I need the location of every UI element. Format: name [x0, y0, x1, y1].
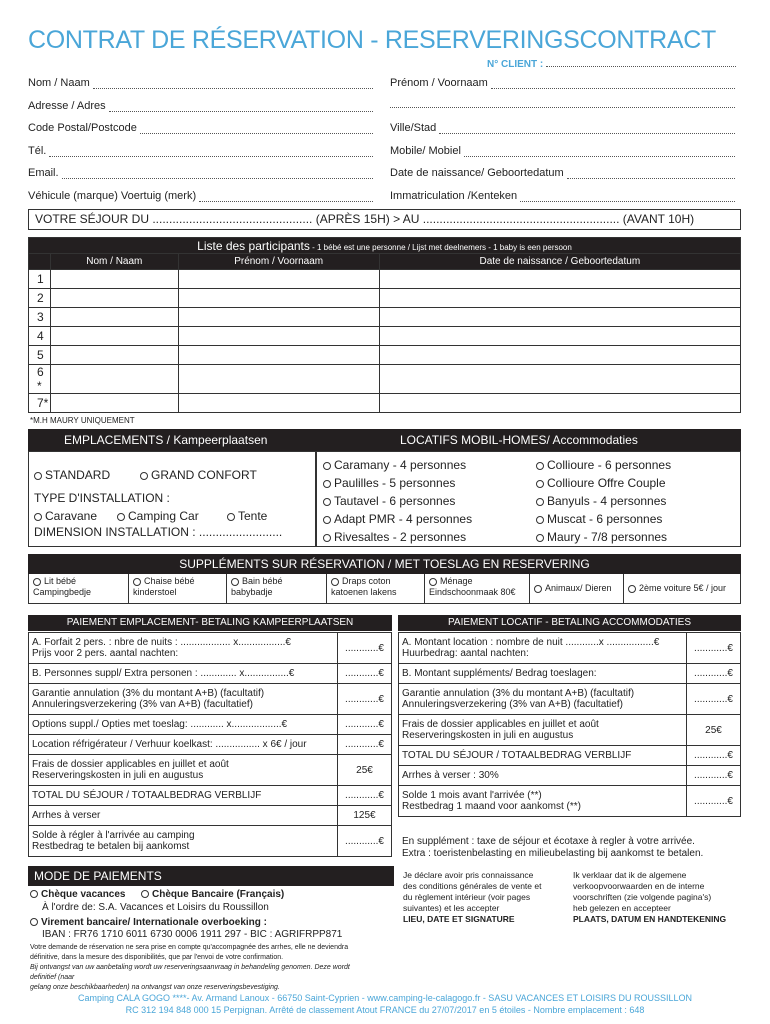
col-prenom: Prénom / Voornaam: [178, 254, 379, 270]
field-left-2[interactable]: Code Postal/Postcode: [28, 122, 373, 134]
amount-cell[interactable]: ............€: [338, 633, 392, 664]
mobilhome-option[interactable]: Paulilles - 5 personnes: [323, 474, 472, 492]
mobilhome-option[interactable]: Collioure Offre Couple: [536, 474, 671, 492]
radio-icon: [141, 890, 149, 898]
payment-row: Garantie annulation (3% du montant A+B) (facultatif) Annuleringsverzekering (3% van A+B) (facultatief) ............€: [29, 684, 392, 715]
participant-cell[interactable]: [379, 308, 740, 327]
row-number: 1: [29, 270, 51, 289]
amount-cell[interactable]: ............€: [338, 664, 392, 684]
radio-icon: [323, 516, 331, 524]
participant-cell[interactable]: [379, 289, 740, 308]
maury-footnote: *M.H MAURY UNIQUEMENT: [30, 416, 135, 425]
radio-icon: [536, 498, 544, 506]
page-title: CONTRAT DE RÉSERVATION - RESERVERINGSCONTRACT: [28, 26, 716, 54]
amount-cell[interactable]: ............€: [687, 746, 741, 766]
tente-option[interactable]: Tente: [227, 509, 267, 523]
payment-row: Arrhes à verser : 30% ............€: [399, 766, 741, 786]
amount-cell[interactable]: ............€: [338, 684, 392, 715]
amount-cell[interactable]: ............€: [687, 664, 741, 684]
payee-line: À l'ordre de: S.A. Vacances et Loisirs du Roussillon: [42, 902, 269, 913]
row-number: 5: [29, 346, 51, 365]
participant-cell[interactable]: [178, 394, 379, 413]
radio-icon: [323, 462, 331, 470]
row-number: 2: [29, 289, 51, 308]
radio-icon: [323, 534, 331, 542]
supplement-option[interactable]: Chaise bébé kinderstoel: [129, 574, 227, 603]
radio-icon: [140, 472, 148, 480]
footer-line-2: RC 312 194 848 000 15 Perpignan. Arrêté de classement Atout FRANCE du 27/07/2017 en 5 étoiles - Nombre emplacement : 648: [125, 1005, 645, 1015]
participant-row[interactable]: [29, 394, 741, 413]
footer-line-1: Camping CALA GOGO ****- Av. Armand Lanoux - 66750 Saint-Cyprien - www.camping-le-calagogo.fr - SASU VACANCES ET LOISIRS DU ROUSSILLON: [77, 993, 693, 1003]
pay-right-title: PAIEMENT LOCATIF - BETALING ACCOMMODATIES: [398, 615, 741, 631]
participant-cell[interactable]: [379, 327, 740, 346]
standard-option[interactable]: STANDARD: [34, 468, 110, 482]
participant-row[interactable]: [29, 346, 741, 365]
field-left-1[interactable]: Adresse / Adres: [28, 100, 373, 112]
row-number: 7*: [29, 394, 51, 413]
participant-cell[interactable]: [379, 394, 740, 413]
radio-icon: [133, 578, 141, 586]
supplements-title: SUPPLÉMENTS SUR RÉSERVATION / MET TOESLAG EN RESERVERING: [28, 554, 741, 574]
payment-row: Arrhes à verser 125€: [29, 806, 392, 826]
participant-cell[interactable]: [51, 365, 179, 394]
declaration-nl: Ik verklaar dat ik de algemene verkoopvoorwaarden en de interne voorschriften (zie volgende pagina's) heb gelezen en accepteer PLAATS, DATUM EN HANDTEKENING: [573, 870, 727, 924]
amount-cell[interactable]: ............€: [687, 766, 741, 786]
declaration-fr: Je déclare avoir pris connaissance des conditions générales de vente et du règlement intérieur (voir pages suivantes) et les accepter LIEU, DATE ET SIGNATURE: [403, 870, 542, 924]
client-number-label: N° CLIENT :: [487, 59, 736, 70]
cheque-vacances-option[interactable]: Chèque vacances: [30, 889, 126, 900]
cheque-bancaire-option[interactable]: Chèque Bancaire (Français): [141, 889, 284, 900]
pay-left-title: PAIEMENT EMPLACEMENT- BETALING KAMPEERPLAATSEN: [28, 615, 392, 631]
payment-row: Frais de dossier applicables en juillet et août Reserveringskosten in juli en augustus 25€: [29, 755, 392, 786]
row-number: 6 *: [29, 365, 51, 394]
participant-row[interactable]: [29, 289, 741, 308]
radio-icon: [536, 462, 544, 470]
participant-cell[interactable]: [178, 327, 379, 346]
participant-cell[interactable]: [51, 270, 179, 289]
supplement-option[interactable]: Lit bébé Campingbedje: [29, 574, 129, 603]
mobilhome-option[interactable]: Adapt PMR - 4 personnes: [323, 510, 472, 528]
caravane-option[interactable]: Caravane: [34, 509, 97, 523]
row-number: 4: [29, 327, 51, 346]
supplements-section: [28, 554, 741, 604]
amount-cell[interactable]: ............€: [687, 786, 741, 817]
iban-line: IBAN : FR76 1710 6011 6730 0006 1911 297 - BIC : AGRIFRPP871: [42, 929, 343, 940]
payment-row: Frais de dossier applicables en juillet et août Reserveringskosten in juli en augustus 25€: [399, 715, 741, 746]
payment-row: A. Forfait 2 pers. : nbre de nuits : .................. x.................€ Prijs voor 2 pers. aantal nachten: ............€: [29, 633, 392, 664]
radio-icon: [30, 918, 38, 926]
payment-row: Garantie annulation (3% du montant A+B) (facultatif) Annuleringsverzekering (3% van A+B) (facultatief) ............€: [399, 684, 741, 715]
dimension-field[interactable]: DIMENSION INSTALLATION : .........................: [34, 525, 283, 539]
mobilhome-option[interactable]: Tautavel - 6 personnes: [323, 492, 472, 510]
radio-icon: [536, 516, 544, 524]
amount-cell[interactable]: ............€: [338, 715, 392, 735]
field-right-0[interactable]: Prénom / Voornaam: [390, 77, 735, 89]
amount-cell[interactable]: ............€: [338, 786, 392, 806]
field-right-4[interactable]: Date de naissance/ Geboortedatum: [390, 167, 735, 179]
supplement-option[interactable]: Animaux/ Dieren: [530, 574, 624, 603]
participant-cell[interactable]: [379, 346, 740, 365]
radio-icon: [30, 890, 38, 898]
mobilhome-option[interactable]: Muscat - 6 personnes: [536, 510, 671, 528]
emplacements-title: EMPLACEMENTS / Kampeerplaatsen: [64, 433, 268, 447]
participants-header: Liste des participants - 1 bébé est une personne / Lijst met deelnemers - 1 baby is een persoon: [29, 238, 741, 254]
participant-cell[interactable]: [178, 289, 379, 308]
participant-cell[interactable]: [379, 270, 740, 289]
supplement-option[interactable]: 2ème voiture 5€ / jour: [624, 574, 740, 603]
participant-cell[interactable]: [178, 346, 379, 365]
mobilhome-option[interactable]: Collioure - 6 personnes: [536, 456, 671, 474]
participant-row[interactable]: [29, 270, 741, 289]
payment-row: B. Montant suppléments/ Bedrag toeslagen: ............€: [399, 664, 741, 684]
tax-note-nl: Extra : toeristenbelasting en milieubelasting bij aankomst te betalen.: [402, 848, 704, 859]
payment-mode-title: MODE DE PAIEMENTS: [28, 866, 394, 886]
locatifs-title: LOCATIFS MOBIL-HOMES/ Accommodaties: [400, 433, 638, 447]
col-date: Date de naissance / Geboortedatum: [379, 254, 740, 270]
payment-row: Options suppl./ Opties met toeslag: ............ x..................€ ............€: [29, 715, 392, 735]
stay-dates-field[interactable]: VOTRE SÉJOUR DU ................................................ (APRÈS 15H) > AU ........................................................... (AVANT 10H): [28, 209, 741, 230]
field-right-3[interactable]: Mobile/ Mobiel: [390, 145, 735, 157]
participant-row[interactable]: [29, 365, 741, 394]
radio-icon: [117, 513, 125, 521]
payment-row: A. Montant location : nombre de nuit ............x .................€ Huurbedrag: aantal nachten: ............€: [399, 633, 741, 664]
radio-icon: [34, 472, 42, 480]
participant-cell[interactable]: [178, 365, 379, 394]
tax-note-fr: En supplément : taxe de séjour et écotaxe à regler à votre arrivée.: [402, 836, 695, 847]
participant-cell[interactable]: [51, 308, 179, 327]
participant-row[interactable]: [29, 308, 741, 327]
amount-cell[interactable]: 125€: [338, 806, 392, 826]
amount-cell[interactable]: ............€: [338, 735, 392, 755]
field-left-0[interactable]: Nom / Naam: [28, 77, 373, 89]
radio-icon: [628, 585, 636, 593]
row-number: 3: [29, 308, 51, 327]
mobilhome-option[interactable]: Banyuls - 4 personnes: [536, 492, 671, 510]
payment-row: TOTAL DU SÉJOUR / TOTAALBEDRAG VERBLIJF ............€: [399, 746, 741, 766]
radio-icon: [323, 498, 331, 506]
participant-cell[interactable]: [178, 308, 379, 327]
payment-row: TOTAL DU SÉJOUR / TOTAALBEDRAG VERBLIJF ............€: [29, 786, 392, 806]
amount-cell[interactable]: 25€: [687, 715, 741, 746]
supplement-option[interactable]: Ménage Eindschoonmaak 80€: [425, 574, 530, 603]
camping-car-option[interactable]: Camping Car: [117, 509, 199, 523]
participant-cell[interactable]: [178, 270, 379, 289]
installation-type-label: TYPE D'INSTALLATION :: [34, 491, 170, 505]
participant-cell[interactable]: [51, 327, 179, 346]
radio-icon: [429, 578, 437, 586]
virement-option[interactable]: Virement bancaire/ Internationale overboeking :: [30, 917, 267, 928]
mobilhome-option[interactable]: Rivesaltes - 2 personnes: [323, 528, 472, 546]
field-right-5[interactable]: Immatriculation /Kenteken: [390, 190, 735, 202]
col-nom: Nom / Naam: [51, 254, 179, 270]
participant-cell[interactable]: [379, 365, 740, 394]
participant-row[interactable]: [29, 327, 741, 346]
payment-row: Solde 1 mois avant l'arrivée (**) Restbedrag 1 maand voor aankomst (**) ............€: [399, 786, 741, 817]
payment-row: Solde à régler à l'arrivée au camping Restbedrag te betalen bij aankomst ............€: [29, 826, 392, 857]
participant-cell[interactable]: [51, 394, 179, 413]
amount-cell[interactable]: ............€: [687, 684, 741, 715]
radio-icon: [536, 480, 544, 488]
radio-icon: [227, 513, 235, 521]
radio-icon: [331, 578, 339, 586]
radio-icon: [34, 513, 42, 521]
supplement-option[interactable]: Draps coton katoenen lakens: [327, 574, 425, 603]
mobilhome-option[interactable]: Maury - 7/8 personnes: [536, 528, 671, 546]
amount-cell[interactable]: 25€: [338, 755, 392, 786]
radio-icon: [534, 585, 542, 593]
participant-cell[interactable]: [51, 346, 179, 365]
field-left-5[interactable]: Véhicule (marque) Voertuig (merk): [28, 190, 373, 202]
amount-cell[interactable]: ............€: [687, 633, 741, 664]
radio-icon: [323, 480, 331, 488]
payment-row: B. Personnes suppl/ Extra personen : ............. x................€ ............€: [29, 664, 392, 684]
radio-icon: [231, 578, 239, 586]
payment-row: Location réfrigérateur / Verhuur koelkast: ................ x 6€ / jour ............€: [29, 735, 392, 755]
participant-cell[interactable]: [51, 289, 179, 308]
supplement-option[interactable]: Bain bébé babybadje: [227, 574, 327, 603]
mobilhome-option[interactable]: Caramany - 4 personnes: [323, 456, 472, 474]
participants-table: [28, 237, 741, 413]
field-right-1[interactable]: [390, 100, 735, 108]
field-right-2[interactable]: Ville/Stad: [390, 122, 735, 134]
grand-confort-option[interactable]: GRAND CONFORT: [140, 468, 257, 482]
radio-icon: [33, 578, 41, 586]
radio-icon: [536, 534, 544, 542]
pay-left-table: [28, 632, 392, 857]
field-left-4[interactable]: Email.: [28, 167, 373, 179]
field-left-3[interactable]: Tél.: [28, 145, 373, 157]
amount-cell[interactable]: ............€: [338, 826, 392, 857]
pay-right-table: [398, 632, 741, 817]
reservation-terms: Votre demande de réservation ne sera prise en compte qu'accompagnée des arrhes, elle ne deviendra définitive, dans la mesure des disponibilités, que par l'envoi de votre confirmation. Bij ontvangst van uw aanbetaling wordt uw reserveringsaanvraag in behandeling genomen. Deze wordt definitief (naar gelang onze beschikbaarheden) na ontvangst van onze reserveringsbevestiging.: [30, 944, 350, 991]
